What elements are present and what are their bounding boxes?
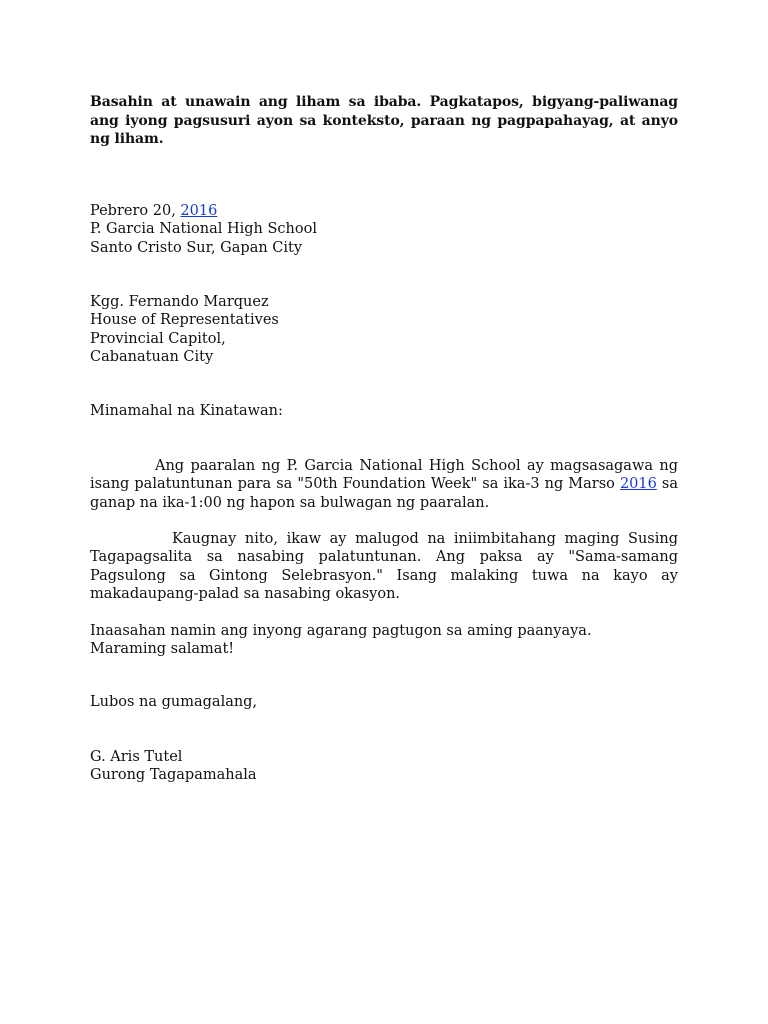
signer-name: G. Aris Tutel <box>90 749 183 765</box>
p1-year-link[interactable]: 2016 <box>619 476 657 493</box>
salutation: Minamahal na Kinatawan: <box>90 403 283 419</box>
request-line: Inaasahan namin ang inyong agarang pagtugon sa aming paanyaya. <box>90 623 592 639</box>
p1-text-before: Ang paaralan ng P. Garcia National High School ay magsasagawa ng isang palatuntunan para sa "50th Foundation Week" sa ika-3 ng Marso <box>90 458 678 493</box>
letter-heading <box>90 202 678 257</box>
date-year-link[interactable]: 2016 <box>180 203 218 219</box>
recipient-office: House of Representatives <box>90 312 279 329</box>
letter-date <box>90 202 678 220</box>
signer-title: Gurong Tagapamahala <box>90 767 257 784</box>
inside-address <box>90 293 678 366</box>
complimentary-close: Lubos na gumagalang, <box>90 694 258 710</box>
signature-block <box>90 748 678 785</box>
recipient-name: Kgg. Fernando Marquez <box>90 294 269 310</box>
body-paragraph-1 <box>90 457 678 512</box>
body-paragraph-3 <box>90 622 678 659</box>
school-address: Santo Cristo Sur, Gapan City <box>90 239 303 256</box>
recipient-building: Provincial Capitol, <box>90 330 226 347</box>
p1-text-after: sa ganap na ika-1:00 ng hapon sa bulwagan ng paaralan. <box>90 476 678 511</box>
recipient-city: Cabanatuan City <box>90 348 214 365</box>
school-name: P. Garcia National High School <box>90 221 317 238</box>
thanks-line: Maraming salamat! <box>90 641 235 658</box>
date-text: Pebrero 20, <box>90 203 181 219</box>
instructions-text: Basahin at unawain ang liham sa ibaba. Pagkatapos, bigyang-paliwanag ang iyong pagsusuri ayon sa konteksto, paraan ng pagpapahayag, at anyo ng liham. <box>90 94 678 147</box>
body-paragraph-2: Kaugnay nito, ikaw ay malugod na iniimbitahang maging Susing Tagapagsalita sa nasabing palatuntunan. Ang paksa ay "Sama-samang Pagsulong sa Gintong Selebrasyon." Isang malaking tuwa na kayo ay makadaupang-palad sa nasabing okasyon. <box>90 531 678 602</box>
